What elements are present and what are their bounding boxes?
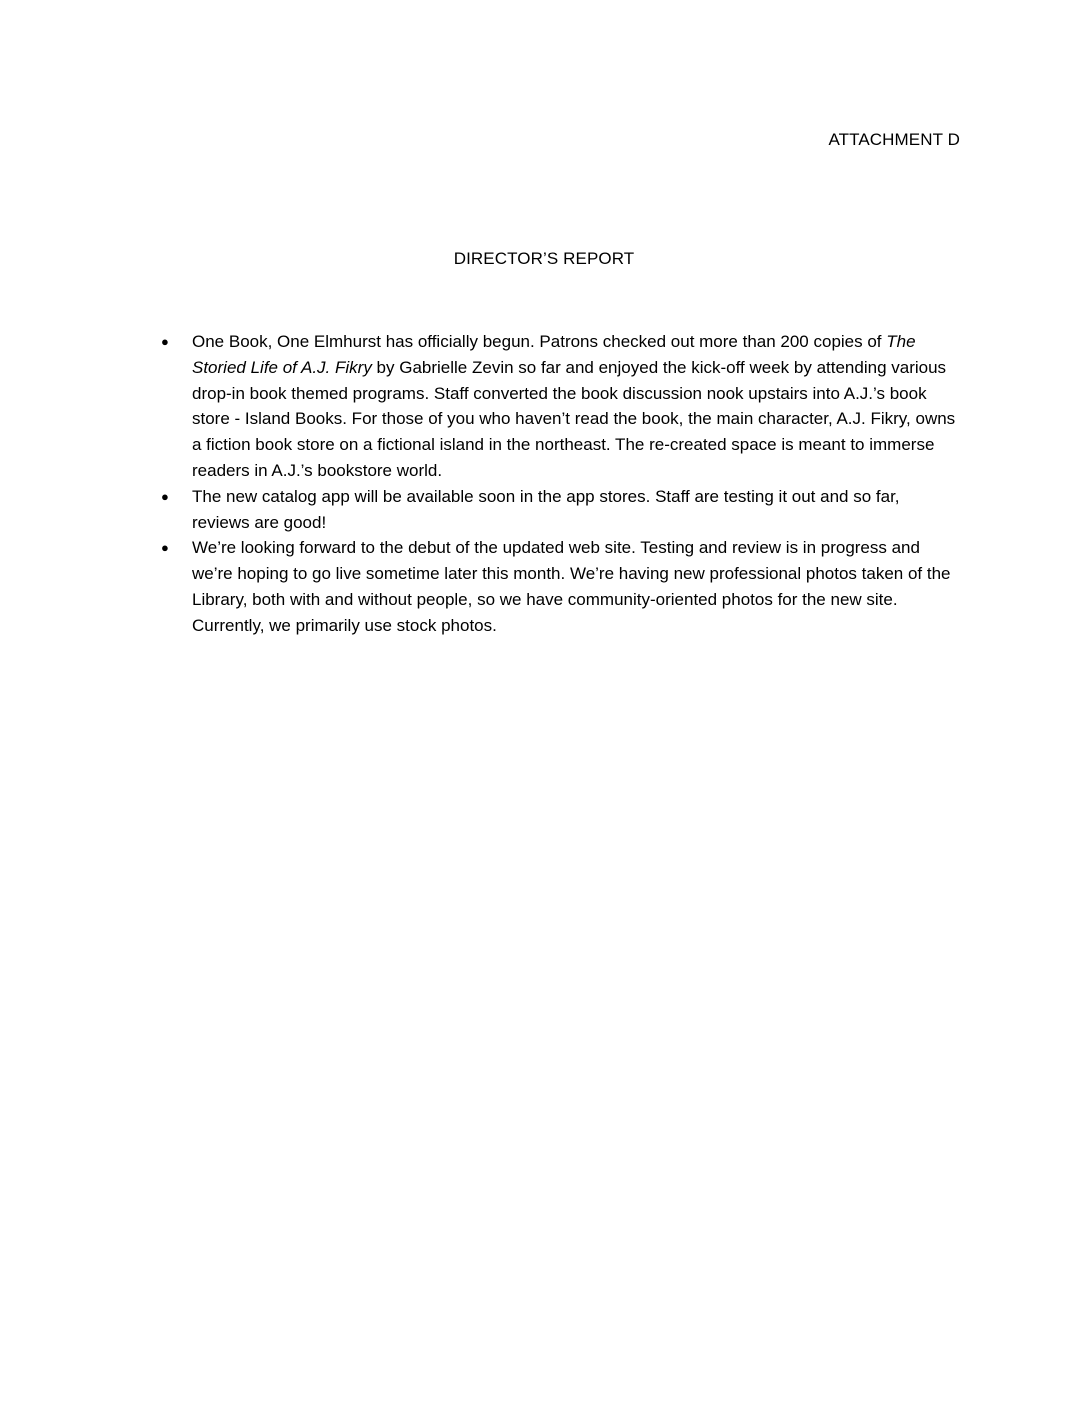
bullet-icon: ●	[161, 540, 169, 556]
book-title: The Storied Life of A.J. Fikry	[192, 332, 916, 377]
list-item	[161, 484, 960, 536]
text-segment: by Gabrielle Zevin so far and enjoyed the kick-off week by attending various drop-in book themed programs. Staff converted the book discussion nook upstairs into A.J.’s book store - Island Books. For those of you who haven’t read the book, the main character, A.J. Fikry, owns a fiction book store on a fictional island in the northeast. The re-created space is meant to immerse readers in A.J.’s bookstore world.	[192, 357, 956, 480]
bullet-icon: ●	[161, 334, 169, 349]
text-segment: One Book, One Elmhurst has officially begun. Patrons checked out more than 200 copies of	[192, 332, 887, 351]
list-item	[161, 329, 960, 484]
bullet-icon: ●	[161, 488, 169, 504]
attachment-label: ATTACHMENT D	[828, 130, 960, 149]
bullet-list	[161, 329, 960, 639]
list-item-text	[192, 332, 955, 480]
list-item-text: The new catalog app will be available soon in the app stores. Staff are testing it out and so far, reviews are good!	[192, 486, 900, 532]
page-title: DIRECTOR’S REPORT	[453, 249, 635, 268]
list-item	[161, 535, 960, 638]
list-item-text: We’re looking forward to the debut of the updated web site. Testing and review is in progress and we’re hoping to go live sometime later this month. We’re having new professional photos taken of the Library, both with and without people, so we have community-oriented photos for the new site. Currently, we primarily use stock photos.	[192, 538, 951, 635]
